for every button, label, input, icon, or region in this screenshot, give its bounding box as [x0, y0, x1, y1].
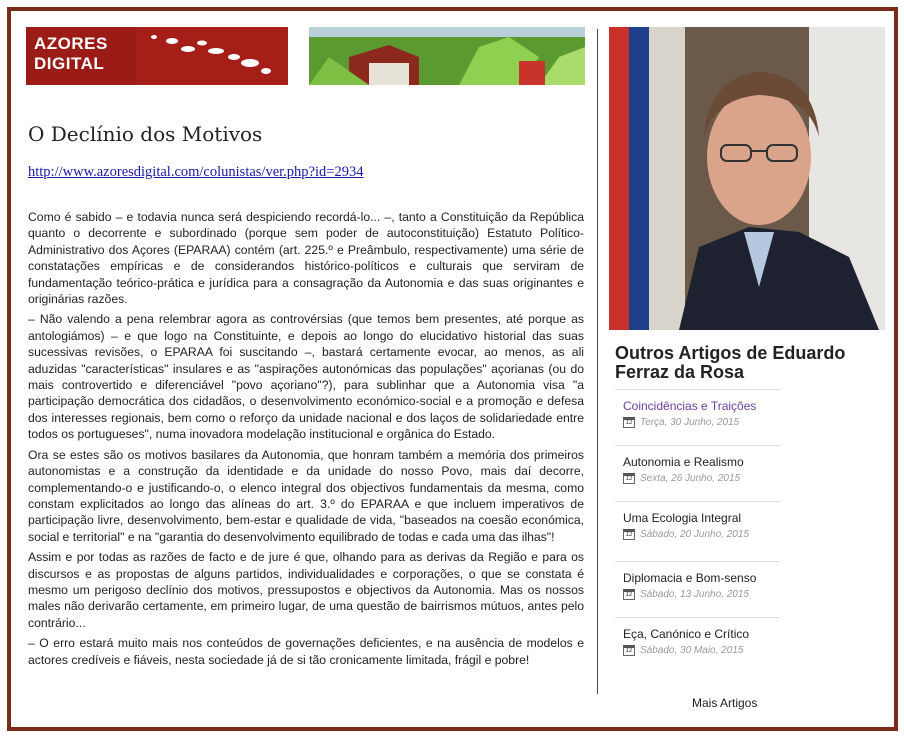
list-item[interactable] [615, 389, 780, 445]
article-paragraph: Ora se estes são os motivos basilares da Autonomia, que honram também a memória dos primeiros autonomistas e a construção da identidade e da unidade do nosso Povo, mais daí decorre, complementando-o e justificando-o, o elenco integral dos objectivos fundamentais da mesma, como constam explicitados ao longo das alíneas do art. 3.º do EPARAA e que incluem imperativos de participação livre, desenvolvimento, bem-estar e qualidade de vida, "baseados na coesão económica, social e territorial" e na "garantia do desenvolvimento equilibrado de todas e cada uma das ilhas"! [28, 447, 584, 544]
calendar-icon: 12 [623, 589, 635, 600]
article-date-text: Sábado, 13 Junho, 2015 [640, 589, 749, 600]
logo-line-2: DIGITAL [34, 54, 105, 73]
article-date [623, 417, 780, 428]
calendar-icon: 12 [623, 645, 635, 656]
article-paragraph: – Não valendo a pena relembrar agora as controvérsias (que temos bem presentes, até porque as antologiámos) – e que logo na Constituinte, e depois ao longo do elucidativo historial das suas sucessivas revisões, o EPARAA foi suscitando –, bastará certamente evocar, ao menos, as ali aduzidas "características" insulares e as "aspirações autonómicas das populações" açorianas (ou do mais controvertido e diferenciável "povo açoriano"?), para sublinhar que a Autonomia visa "a participação democrática dos cidadãos, o desenvolvimento económico-social e a promoção e defesa dos interesses regionais, bem como o reforço da unidade nacional e dos laços de solidariedade entre todos os portugueses", numa inovadora modelação institucional e orgânica do Estado. [28, 312, 584, 442]
article-body [28, 209, 584, 672]
article-link[interactable]: Uma Ecologia Integral [623, 511, 742, 525]
article-paragraph: Assim e por todas as razões de facto e de jure é que, olhando para as derivas da Região e para os discursos e as propostas de alguns partidos, individualidades e corporações, o que se constata é mesmo um perigoso declínio dos motivos, pressupostos e objectivos da Autonomia. Mas os nossos males não derivarão certamente, em primeiro lugar, de uma questão de bairrismos mútuos, antes pelo contrário... [28, 550, 584, 630]
more-articles-link[interactable]: Mais Artigos [692, 696, 758, 710]
article-date [623, 645, 780, 656]
article-date [623, 473, 780, 484]
azores-digital-logo[interactable] [26, 27, 288, 85]
article-date-text: Terça, 30 Junho, 2015 [640, 417, 740, 428]
landscape-banner-image [309, 27, 585, 85]
list-item[interactable] [615, 501, 780, 561]
logo-text [34, 34, 108, 74]
list-item[interactable] [615, 445, 780, 501]
list-item[interactable] [615, 617, 780, 673]
author-photo [609, 27, 885, 330]
article-title: O Declínio dos Motivos [28, 122, 263, 146]
islands-graphic [136, 27, 288, 85]
other-articles-heading: Outros Artigos de Eduardo Ferraz da Rosa [615, 343, 846, 382]
other-articles-list [615, 389, 780, 673]
article-link[interactable]: Eça, Canónico e Crítico [623, 627, 750, 641]
list-item[interactable] [615, 561, 780, 617]
article-date-text: Sábado, 30 Maio, 2015 [640, 645, 744, 656]
calendar-icon: 12 [623, 529, 635, 540]
article-link[interactable]: Autonomia e Realismo [623, 455, 744, 469]
article-date [623, 529, 780, 540]
article-link[interactable]: Diplomacia e Bom-senso [623, 571, 757, 585]
article-link[interactable]: Coincidências e Traições [623, 399, 757, 413]
calendar-icon: 12 [623, 473, 635, 484]
article-paragraph: – O erro estará muito mais nos conteúdos de governações deficientes, e na ausência de modelos e actores credíveis e fiáveis, nesta sociedade já de si tão cronicamente limitada, frágil e pobre! [28, 636, 584, 667]
article-date [623, 589, 780, 600]
logo-box [26, 27, 132, 85]
article-date-text: Sábado, 20 Junho, 2015 [640, 529, 749, 540]
column-divider [597, 29, 598, 694]
article-paragraph: Como é sabido – e todavia nunca será despiciendo recordá-lo... –, tanto a Constituição da República quanto o decorrente e subordinado (porque sem poder de autoconstituição) Estatuto Político-Administrativo dos Açores (EPARAA) contém (art. 225.º e Preâmbulo, respectivamente) uma série de constatações empíricas e de considerandos histórico-políticos e culturais que serviram de fundamentação teórico-prática e jurídica para a consagração da Autonomia e das suas originantes e originárias razões. [28, 210, 584, 307]
calendar-icon: 12 [623, 417, 635, 428]
article-source-link[interactable]: http://www.azoresdigital.com/colunistas/ver.php?id=2934 [28, 164, 364, 180]
page-frame [7, 7, 898, 731]
article-date-text: Sexta, 26 Junho, 2015 [640, 473, 741, 484]
logo-line-1: AZORES [34, 34, 108, 53]
